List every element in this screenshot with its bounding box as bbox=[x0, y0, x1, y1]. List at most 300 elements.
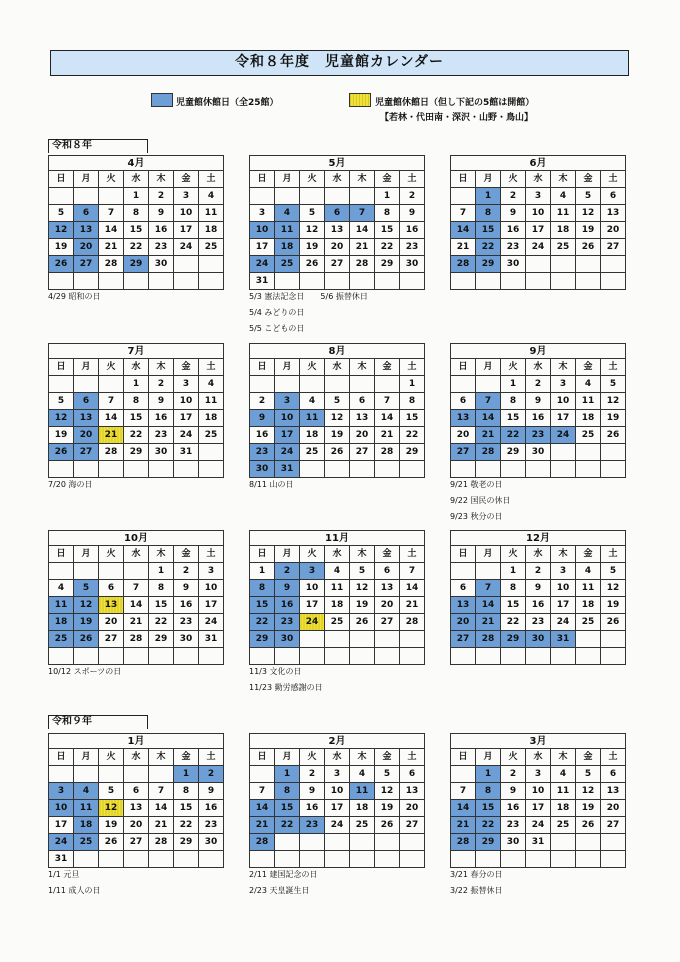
empty-cell bbox=[275, 648, 300, 665]
empty-cell bbox=[99, 376, 124, 393]
empty-cell bbox=[551, 851, 576, 868]
day-cell: 22 bbox=[124, 239, 149, 256]
day-cell: 15 bbox=[476, 800, 501, 817]
day-cell: 4 bbox=[551, 188, 576, 205]
day-cell: 26 bbox=[576, 239, 601, 256]
weekday-header: 日 bbox=[250, 171, 275, 188]
empty-cell bbox=[601, 834, 626, 851]
day-cell: 1 bbox=[476, 766, 501, 783]
day-cell: 14 bbox=[149, 800, 174, 817]
empty-cell bbox=[275, 851, 300, 868]
empty-cell bbox=[300, 188, 325, 205]
day-cell: 12 bbox=[74, 597, 99, 614]
day-cell: 8 bbox=[124, 393, 149, 410]
day-cell: 18 bbox=[551, 800, 576, 817]
legend-yellow-swatch bbox=[349, 93, 371, 107]
day-cell: 30 bbox=[501, 834, 526, 851]
day-cell: 24 bbox=[174, 427, 199, 444]
empty-cell bbox=[375, 631, 400, 648]
day-cell: 7 bbox=[99, 205, 124, 222]
day-cell: 1 bbox=[501, 563, 526, 580]
day-cell: 31 bbox=[526, 834, 551, 851]
day-cell: 26 bbox=[375, 817, 400, 834]
empty-cell bbox=[250, 188, 275, 205]
day-cell: 16 bbox=[275, 597, 300, 614]
day-cell: 6 bbox=[601, 188, 626, 205]
holiday-note: 2/23 天皇誕生日 bbox=[249, 886, 310, 895]
weekday-header: 金 bbox=[375, 546, 400, 563]
day-cell: 20 bbox=[451, 614, 476, 631]
month-calendar bbox=[450, 733, 626, 868]
day-cell: 14 bbox=[476, 597, 501, 614]
legend-yellow-note: 【若林・代田南・深沢・山野・鳥山】 bbox=[380, 113, 534, 123]
empty-cell bbox=[400, 273, 425, 290]
day-cell: 29 bbox=[400, 444, 425, 461]
day-cell: 11 bbox=[551, 205, 576, 222]
empty-cell bbox=[551, 834, 576, 851]
weekday-header: 金 bbox=[174, 546, 199, 563]
empty-cell bbox=[149, 461, 174, 478]
day-cell: 24 bbox=[174, 239, 199, 256]
weekday-header: 木 bbox=[551, 749, 576, 766]
day-cell: 27 bbox=[99, 631, 124, 648]
day-cell: 20 bbox=[451, 427, 476, 444]
weekday-header: 月 bbox=[476, 546, 501, 563]
empty-cell bbox=[476, 648, 501, 665]
empty-cell bbox=[325, 273, 350, 290]
day-cell: 14 bbox=[250, 800, 275, 817]
day-cell: 11 bbox=[576, 393, 601, 410]
empty-cell bbox=[601, 273, 626, 290]
day-cell: 22 bbox=[124, 427, 149, 444]
weekday-header: 日 bbox=[49, 359, 74, 376]
day-cell: 23 bbox=[300, 817, 325, 834]
legend-blue-label: 児童館休館日（全25館） bbox=[176, 98, 279, 108]
day-cell: 9 bbox=[149, 393, 174, 410]
empty-cell bbox=[576, 256, 601, 273]
empty-cell bbox=[576, 631, 601, 648]
empty-cell bbox=[400, 851, 425, 868]
day-cell: 20 bbox=[74, 239, 99, 256]
empty-cell bbox=[74, 376, 99, 393]
day-cell: 16 bbox=[250, 427, 275, 444]
weekday-header: 火 bbox=[99, 171, 124, 188]
empty-cell bbox=[375, 461, 400, 478]
day-cell: 3 bbox=[199, 563, 224, 580]
day-cell: 6 bbox=[99, 580, 124, 597]
month-calendar bbox=[48, 733, 224, 868]
weekday-header: 月 bbox=[476, 749, 501, 766]
day-cell: 23 bbox=[501, 817, 526, 834]
day-cell: 8 bbox=[501, 393, 526, 410]
day-cell: 2 bbox=[275, 563, 300, 580]
day-cell: 16 bbox=[526, 597, 551, 614]
day-cell: 3 bbox=[49, 783, 74, 800]
empty-cell bbox=[74, 563, 99, 580]
day-cell: 16 bbox=[526, 410, 551, 427]
day-cell: 20 bbox=[124, 817, 149, 834]
day-cell: 23 bbox=[199, 817, 224, 834]
era-label-r9: 令和９年 bbox=[48, 715, 148, 729]
empty-cell bbox=[300, 648, 325, 665]
day-cell: 15 bbox=[149, 597, 174, 614]
day-cell: 17 bbox=[174, 410, 199, 427]
day-cell: 21 bbox=[99, 239, 124, 256]
empty-cell bbox=[576, 648, 601, 665]
empty-cell bbox=[199, 461, 224, 478]
day-cell: 1 bbox=[124, 188, 149, 205]
empty-cell bbox=[174, 273, 199, 290]
empty-cell bbox=[551, 273, 576, 290]
day-cell: 27 bbox=[124, 834, 149, 851]
day-cell: 28 bbox=[451, 256, 476, 273]
empty-cell bbox=[576, 444, 601, 461]
day-cell: 11 bbox=[551, 783, 576, 800]
holiday-note: 1/11 成人の日 bbox=[48, 886, 101, 895]
day-cell: 4 bbox=[199, 188, 224, 205]
day-cell: 21 bbox=[149, 817, 174, 834]
weekday-header: 月 bbox=[74, 359, 99, 376]
empty-cell bbox=[124, 851, 149, 868]
weekday-header: 金 bbox=[174, 171, 199, 188]
day-cell: 21 bbox=[350, 239, 375, 256]
day-cell: 21 bbox=[375, 427, 400, 444]
empty-cell bbox=[350, 631, 375, 648]
day-cell: 10 bbox=[526, 783, 551, 800]
weekday-header: 月 bbox=[275, 359, 300, 376]
day-cell: 20 bbox=[601, 222, 626, 239]
day-cell: 28 bbox=[375, 444, 400, 461]
day-cell: 8 bbox=[275, 783, 300, 800]
empty-cell bbox=[74, 648, 99, 665]
day-cell: 7 bbox=[149, 783, 174, 800]
day-cell: 24 bbox=[250, 256, 275, 273]
month-calendar bbox=[450, 530, 626, 665]
weekday-header: 日 bbox=[451, 359, 476, 376]
day-cell: 3 bbox=[250, 205, 275, 222]
empty-cell bbox=[250, 766, 275, 783]
day-cell: 15 bbox=[250, 597, 275, 614]
empty-cell bbox=[325, 188, 350, 205]
day-cell: 25 bbox=[576, 427, 601, 444]
day-cell: 16 bbox=[174, 597, 199, 614]
day-cell: 31 bbox=[174, 444, 199, 461]
holiday-note: 5/3 憲法記念日 5/6 振替休日 bbox=[249, 292, 368, 301]
month-calendar bbox=[249, 155, 425, 290]
day-cell: 27 bbox=[400, 817, 425, 834]
empty-cell bbox=[451, 188, 476, 205]
day-cell: 17 bbox=[551, 410, 576, 427]
day-cell: 22 bbox=[501, 614, 526, 631]
day-cell: 7 bbox=[476, 580, 501, 597]
empty-cell bbox=[526, 256, 551, 273]
day-cell: 9 bbox=[526, 393, 551, 410]
day-cell: 2 bbox=[501, 766, 526, 783]
day-cell: 17 bbox=[325, 800, 350, 817]
weekday-header: 金 bbox=[174, 359, 199, 376]
holiday-note: 5/5 こどもの日 bbox=[249, 324, 305, 333]
day-cell: 2 bbox=[526, 563, 551, 580]
empty-cell bbox=[451, 273, 476, 290]
weekday-header: 土 bbox=[601, 749, 626, 766]
day-cell: 25 bbox=[551, 817, 576, 834]
day-cell: 18 bbox=[300, 427, 325, 444]
day-cell: 1 bbox=[124, 376, 149, 393]
day-cell: 3 bbox=[275, 393, 300, 410]
weekday-header: 金 bbox=[375, 171, 400, 188]
day-cell: 21 bbox=[451, 239, 476, 256]
day-cell: 8 bbox=[476, 783, 501, 800]
month-title: 5月 bbox=[250, 156, 425, 171]
day-cell: 17 bbox=[526, 800, 551, 817]
day-cell: 28 bbox=[476, 631, 501, 648]
day-cell: 12 bbox=[49, 222, 74, 239]
day-cell: 15 bbox=[124, 410, 149, 427]
empty-cell bbox=[375, 834, 400, 851]
day-cell: 17 bbox=[300, 597, 325, 614]
day-cell: 5 bbox=[576, 766, 601, 783]
weekday-header: 水 bbox=[325, 359, 350, 376]
day-cell: 1 bbox=[476, 188, 501, 205]
empty-cell bbox=[400, 648, 425, 665]
day-cell: 13 bbox=[350, 410, 375, 427]
empty-cell bbox=[551, 461, 576, 478]
empty-cell bbox=[325, 376, 350, 393]
empty-cell bbox=[199, 273, 224, 290]
empty-cell bbox=[451, 461, 476, 478]
day-cell: 15 bbox=[476, 222, 501, 239]
day-cell: 8 bbox=[174, 783, 199, 800]
day-cell: 24 bbox=[551, 427, 576, 444]
day-cell: 10 bbox=[325, 783, 350, 800]
empty-cell bbox=[99, 563, 124, 580]
day-cell: 15 bbox=[501, 597, 526, 614]
day-cell: 19 bbox=[601, 410, 626, 427]
day-cell: 23 bbox=[250, 444, 275, 461]
empty-cell bbox=[501, 273, 526, 290]
month-calendar bbox=[249, 733, 425, 868]
holiday-note: 10/12 スポーツの日 bbox=[48, 667, 122, 676]
day-cell: 13 bbox=[400, 783, 425, 800]
day-cell: 19 bbox=[350, 597, 375, 614]
month-calendar bbox=[48, 343, 224, 478]
weekday-header: 火 bbox=[300, 546, 325, 563]
holiday-note: 9/22 国民の休日 bbox=[450, 496, 511, 505]
empty-cell bbox=[451, 563, 476, 580]
day-cell: 12 bbox=[49, 410, 74, 427]
day-cell: 20 bbox=[74, 427, 99, 444]
empty-cell bbox=[576, 834, 601, 851]
day-cell: 25 bbox=[300, 444, 325, 461]
era-label-r8: 令和８年 bbox=[48, 139, 148, 153]
empty-cell bbox=[551, 648, 576, 665]
day-cell: 29 bbox=[501, 631, 526, 648]
day-cell: 11 bbox=[199, 205, 224, 222]
day-cell: 13 bbox=[124, 800, 149, 817]
day-cell: 27 bbox=[350, 444, 375, 461]
day-cell: 17 bbox=[275, 427, 300, 444]
day-cell: 3 bbox=[300, 563, 325, 580]
day-cell: 4 bbox=[576, 563, 601, 580]
holiday-note: 3/22 振替休日 bbox=[450, 886, 503, 895]
day-cell: 1 bbox=[174, 766, 199, 783]
weekday-header: 土 bbox=[199, 546, 224, 563]
day-cell: 20 bbox=[375, 597, 400, 614]
month-title: 6月 bbox=[451, 156, 626, 171]
day-cell: 5 bbox=[49, 205, 74, 222]
day-cell: 30 bbox=[400, 256, 425, 273]
empty-cell bbox=[174, 256, 199, 273]
weekday-header: 日 bbox=[250, 749, 275, 766]
empty-cell bbox=[199, 648, 224, 665]
weekday-header: 土 bbox=[199, 359, 224, 376]
weekday-header: 水 bbox=[325, 546, 350, 563]
day-cell: 7 bbox=[451, 783, 476, 800]
weekday-header: 月 bbox=[476, 359, 501, 376]
day-cell: 5 bbox=[74, 580, 99, 597]
weekday-header: 水 bbox=[526, 359, 551, 376]
day-cell: 29 bbox=[124, 444, 149, 461]
empty-cell bbox=[124, 273, 149, 290]
empty-cell bbox=[99, 648, 124, 665]
weekday-header: 金 bbox=[375, 749, 400, 766]
day-cell: 14 bbox=[99, 222, 124, 239]
weekday-header: 水 bbox=[124, 359, 149, 376]
empty-cell bbox=[375, 273, 400, 290]
empty-cell bbox=[99, 851, 124, 868]
empty-cell bbox=[526, 648, 551, 665]
empty-cell bbox=[325, 834, 350, 851]
month-calendar bbox=[249, 530, 425, 665]
day-cell: 28 bbox=[124, 631, 149, 648]
weekday-header: 土 bbox=[601, 171, 626, 188]
empty-cell bbox=[99, 188, 124, 205]
empty-cell bbox=[199, 256, 224, 273]
day-cell: 27 bbox=[601, 817, 626, 834]
day-cell: 4 bbox=[74, 783, 99, 800]
day-cell: 26 bbox=[576, 817, 601, 834]
day-cell: 23 bbox=[526, 427, 551, 444]
month-title: 2月 bbox=[250, 734, 425, 749]
empty-cell bbox=[325, 648, 350, 665]
day-cell: 13 bbox=[74, 222, 99, 239]
day-cell: 27 bbox=[325, 256, 350, 273]
month-calendar bbox=[450, 155, 626, 290]
day-cell: 28 bbox=[250, 834, 275, 851]
empty-cell bbox=[149, 851, 174, 868]
day-cell: 8 bbox=[149, 580, 174, 597]
empty-cell bbox=[476, 851, 501, 868]
month-title: 10月 bbox=[49, 531, 224, 546]
day-cell: 27 bbox=[375, 614, 400, 631]
weekday-header: 日 bbox=[49, 749, 74, 766]
weekday-header: 日 bbox=[49, 171, 74, 188]
holiday-note: 8/11 山の日 bbox=[249, 480, 294, 489]
day-cell: 17 bbox=[250, 239, 275, 256]
empty-cell bbox=[199, 851, 224, 868]
day-cell: 20 bbox=[350, 427, 375, 444]
empty-cell bbox=[49, 461, 74, 478]
empty-cell bbox=[49, 563, 74, 580]
day-cell: 10 bbox=[526, 205, 551, 222]
month-title: 1月 bbox=[49, 734, 224, 749]
empty-cell bbox=[174, 461, 199, 478]
day-cell: 16 bbox=[300, 800, 325, 817]
day-cell: 7 bbox=[400, 563, 425, 580]
empty-cell bbox=[400, 631, 425, 648]
empty-cell bbox=[49, 766, 74, 783]
day-cell: 2 bbox=[250, 393, 275, 410]
day-cell: 30 bbox=[149, 444, 174, 461]
weekday-header: 火 bbox=[501, 749, 526, 766]
holiday-note: 9/23 秋分の日 bbox=[450, 512, 503, 521]
weekday-header: 木 bbox=[149, 749, 174, 766]
empty-cell bbox=[551, 256, 576, 273]
month-title: 4月 bbox=[49, 156, 224, 171]
day-cell: 16 bbox=[199, 800, 224, 817]
day-cell: 11 bbox=[576, 580, 601, 597]
day-cell: 6 bbox=[74, 393, 99, 410]
empty-cell bbox=[476, 273, 501, 290]
day-cell: 7 bbox=[476, 393, 501, 410]
day-cell: 20 bbox=[325, 239, 350, 256]
empty-cell bbox=[74, 851, 99, 868]
empty-cell bbox=[551, 444, 576, 461]
weekday-header: 木 bbox=[551, 171, 576, 188]
day-cell: 24 bbox=[526, 817, 551, 834]
empty-cell bbox=[99, 273, 124, 290]
day-cell: 4 bbox=[325, 563, 350, 580]
day-cell: 22 bbox=[375, 239, 400, 256]
day-cell: 28 bbox=[451, 834, 476, 851]
day-cell: 15 bbox=[375, 222, 400, 239]
day-cell: 3 bbox=[325, 766, 350, 783]
day-cell: 23 bbox=[174, 614, 199, 631]
day-cell: 11 bbox=[325, 580, 350, 597]
day-cell: 7 bbox=[375, 393, 400, 410]
day-cell: 10 bbox=[174, 205, 199, 222]
empty-cell bbox=[275, 834, 300, 851]
day-cell: 13 bbox=[99, 597, 124, 614]
day-cell: 11 bbox=[49, 597, 74, 614]
day-cell: 21 bbox=[476, 614, 501, 631]
day-cell: 25 bbox=[576, 614, 601, 631]
day-cell: 3 bbox=[551, 376, 576, 393]
day-cell: 25 bbox=[325, 614, 350, 631]
day-cell: 25 bbox=[74, 834, 99, 851]
day-cell: 21 bbox=[476, 427, 501, 444]
day-cell: 26 bbox=[300, 256, 325, 273]
empty-cell bbox=[375, 376, 400, 393]
month-calendar bbox=[249, 343, 425, 478]
empty-cell bbox=[300, 851, 325, 868]
day-cell: 7 bbox=[124, 580, 149, 597]
day-cell: 6 bbox=[350, 393, 375, 410]
empty-cell bbox=[501, 851, 526, 868]
day-cell: 21 bbox=[400, 597, 425, 614]
weekday-header: 金 bbox=[174, 749, 199, 766]
day-cell: 1 bbox=[375, 188, 400, 205]
weekday-header: 木 bbox=[149, 546, 174, 563]
day-cell: 8 bbox=[476, 205, 501, 222]
day-cell: 23 bbox=[149, 239, 174, 256]
day-cell: 19 bbox=[49, 427, 74, 444]
day-cell: 14 bbox=[400, 580, 425, 597]
day-cell: 20 bbox=[400, 800, 425, 817]
empty-cell bbox=[275, 376, 300, 393]
day-cell: 19 bbox=[375, 800, 400, 817]
day-cell: 4 bbox=[49, 580, 74, 597]
